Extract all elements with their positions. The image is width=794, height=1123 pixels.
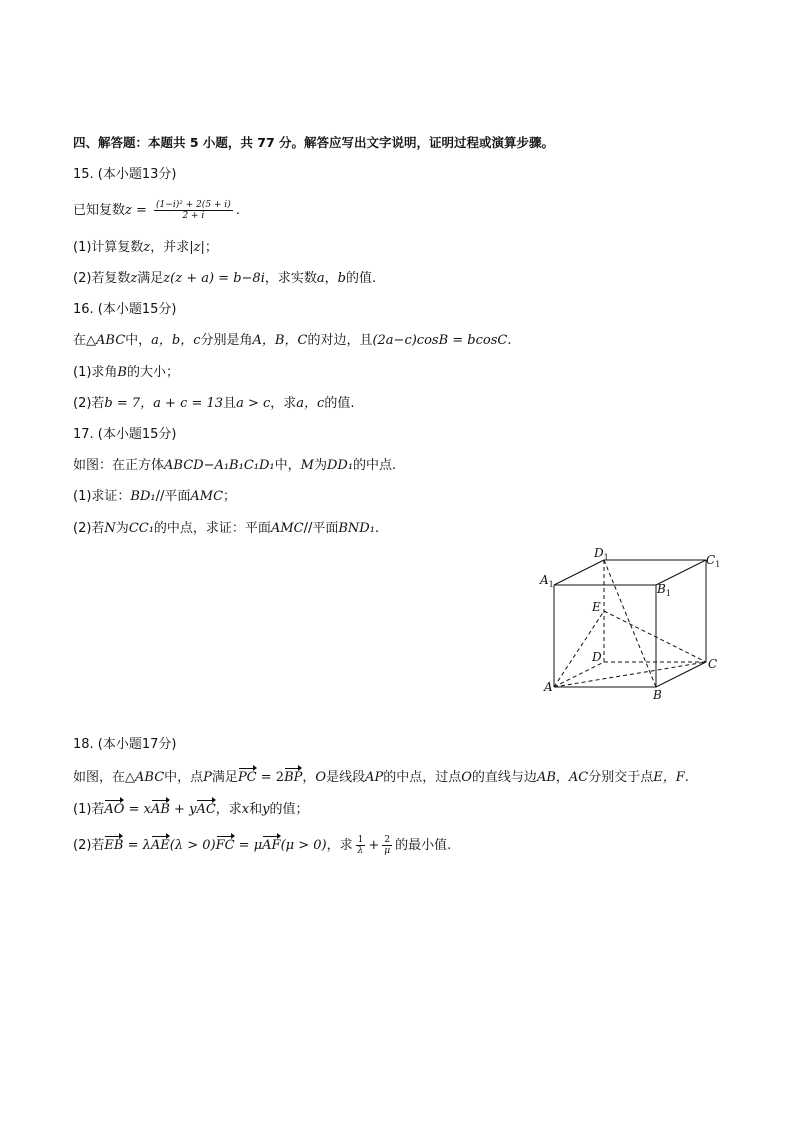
q18-vec-AB: AB: [151, 798, 170, 819]
q18-EF: E，F: [653, 770, 685, 785]
q17-p1-label: (1)求证：: [73, 489, 131, 504]
q18-stem-end: .: [684, 770, 689, 785]
cube-figure: [536, 540, 726, 710]
q15-p2-tail: ，求实数: [264, 271, 317, 286]
q16-stem-b: 中，: [125, 333, 152, 348]
section-header: 四、解答题：本题共 5 小题，共 77 分。解答应写出文字说明，证明过程或演算步骤。: [73, 135, 555, 150]
q18-p2-cond1: (λ > 0): [169, 838, 216, 853]
q15-stem-prefix: 已知复数: [73, 203, 126, 218]
q18-O: O: [315, 770, 327, 785]
q15-p2-end: 的值.: [345, 271, 377, 286]
q16-triangle: △ABC: [86, 333, 126, 348]
label-B: B: [653, 688, 662, 702]
q18-stem-g: 的直线与边: [471, 770, 537, 785]
q15-p1-end: ；: [204, 240, 218, 255]
q15-p1-var: z: [143, 240, 151, 255]
q15-title: 15. (本小题13分): [73, 167, 177, 182]
q17-p1-end: ；: [223, 489, 237, 504]
q15-frac-numerator: (1−i)² + 2(5 + i): [156, 200, 231, 210]
q18-stem: [73, 766, 689, 787]
label-C1: $C_1$: [706, 553, 721, 569]
q17-M: M: [300, 458, 314, 473]
q15-part2: [73, 270, 376, 288]
q16-p2-label: (2)若: [73, 396, 105, 411]
q18-stem-f: 的中点，过点: [383, 770, 462, 785]
label-C: C: [708, 657, 718, 671]
q15-p2-b: b: [337, 271, 346, 286]
q17-stem-end: 的中点.: [353, 458, 397, 473]
q18-p2-tail: ，求: [326, 838, 353, 853]
q16-part1: [73, 364, 179, 382]
q18-frac-2-mu: [382, 835, 392, 856]
q18-vec-FC: FC: [216, 834, 235, 855]
label-E: E: [592, 600, 601, 614]
q18-stem-b: 中，点: [164, 770, 204, 785]
q16-p1-end: 的大小；: [126, 365, 179, 380]
edge-AD-hidden: [554, 662, 604, 687]
q18-AP: AP: [365, 770, 384, 785]
q18-vec-AF: AF: [262, 834, 280, 855]
q18-frac1-num: 1: [357, 835, 364, 845]
q18-p1-and: 和: [249, 802, 263, 817]
q17-stem-c: 为: [313, 458, 327, 473]
q17-p2-N: N: [104, 521, 116, 536]
label-D: D: [592, 650, 602, 664]
q15-p2-comma: ，: [324, 271, 338, 286]
q17-p1-BD1: BD₁: [130, 489, 156, 504]
q18-stem-d: ，: [302, 770, 316, 785]
q17-p2-a: 为: [115, 521, 129, 536]
q18-triangle: △ABC: [125, 770, 165, 785]
q17-p2-label: (2)若: [73, 521, 105, 536]
q16-p2-end: 的值.: [324, 396, 355, 411]
q18-p1-end: 的值；: [269, 802, 309, 817]
q18-AB: AB: [536, 770, 556, 785]
q17-stem: [73, 457, 396, 475]
q18-part2: [73, 834, 451, 856]
q18-p1-label: (1)若: [73, 802, 105, 817]
q16-stem-end: .: [507, 333, 512, 348]
q17-p1-mid: //平面: [155, 489, 191, 504]
q18-title: 18. (本小题17分): [73, 737, 177, 752]
q18-stem-c: 满足: [211, 770, 238, 785]
q17-p2-end: .: [374, 521, 380, 536]
q18-part1: [73, 798, 309, 819]
q18-O2: O: [461, 770, 472, 785]
q18-stem-h: ，: [555, 770, 569, 785]
q17-p2-b: 的中点，求证：平面: [153, 521, 271, 536]
q15-p2-eq: z(z + a) = b−8i: [163, 271, 265, 286]
q15-p2-a: a: [316, 271, 325, 286]
q17-cube-name: ABCD−A₁B₁C₁D₁: [164, 458, 275, 473]
q16-p1-label: (1)求角: [73, 365, 118, 380]
q18-AC: AC: [568, 770, 589, 785]
q18-frac-1-lambda: [356, 835, 366, 856]
label-A1: $A_1$: [540, 573, 554, 589]
q16-p2-vars: a，c: [296, 396, 325, 411]
q18-vec-EB: EB: [104, 834, 123, 855]
q17-p2-CC1: CC₁: [128, 521, 154, 536]
q18-P: P: [203, 770, 212, 785]
q18-p2-eq1: = λ: [123, 838, 151, 853]
label-B1: $B_1$: [657, 582, 671, 598]
q15-stem-end: .: [235, 203, 240, 218]
q17-p1-AMC: AMC: [190, 489, 224, 504]
line-EC: [604, 611, 706, 662]
q15-frac-denominator: 2 + i: [182, 211, 205, 221]
q18-p2-cond2: (μ > 0): [280, 838, 327, 853]
label-A: A: [544, 680, 553, 694]
q18-frac2-num: 2: [382, 835, 392, 846]
q15-var-z: z: [125, 203, 132, 218]
q16-angles: A，B，C: [252, 333, 308, 348]
q16-equation: (2a−c)cosB = bcosC: [372, 333, 508, 348]
line-AC: [554, 662, 706, 687]
q15-p1-mid: ，并求: [150, 240, 190, 255]
q18-p1-tail: ，求: [215, 802, 242, 817]
q15-p1-label: (1)计算复数: [73, 240, 144, 255]
q17-part1: [73, 488, 236, 506]
q16-p2-and: 且: [223, 396, 237, 411]
q18-p1-eq: = x: [124, 802, 151, 817]
q16-p2-eq1: b = 7，a + c = 13: [104, 396, 224, 411]
q15-fraction: [154, 200, 233, 221]
q17-part2: [73, 520, 379, 538]
q16-part2: [73, 395, 354, 413]
q15-part1: [73, 239, 218, 257]
q15-eq-sign: =: [131, 203, 152, 218]
q18-p1-x: x: [241, 802, 250, 817]
q15-p2-mid: 满足: [137, 271, 164, 286]
q15-p1-abs: |z|: [189, 240, 205, 255]
q18-p2-plus: +: [368, 838, 380, 853]
q18-p2-label: (2)若: [73, 838, 105, 853]
q18-eq: = 2: [256, 770, 285, 785]
q16-title: 16. (本小题15分): [73, 302, 177, 317]
label-D1: $D_1$: [594, 546, 609, 562]
q16-stem-c: 分别是角: [200, 333, 253, 348]
q17-p2-c: //平面: [303, 521, 339, 536]
q16-p1-B: B: [117, 365, 127, 380]
q17-stem-b: 中，: [274, 458, 301, 473]
q18-p2-eq2: = μ: [234, 838, 263, 853]
q18-stem-i: 分别交于点: [588, 770, 654, 785]
q16-p2-eq2: a > c: [236, 396, 271, 411]
q16-sides: a，b，c: [151, 333, 201, 348]
q18-frac2-den: μ: [384, 846, 391, 856]
q18-p2-end: 的最小值.: [395, 838, 452, 853]
q18-stem-e: 是线段: [326, 770, 366, 785]
q15-stem: [73, 200, 240, 221]
q17-p2-AMC: AMC: [270, 521, 304, 536]
q18-vec-AO: AO: [104, 798, 124, 819]
q17-p2-BND1: BND₁: [338, 521, 375, 536]
q18-vec-PC: PC: [238, 766, 257, 787]
q16-stem: [73, 332, 511, 350]
q15-p2-var: z: [130, 271, 138, 286]
q18-p1-plus: + y: [169, 802, 197, 817]
q17-stem-a: 如图：在正方体: [73, 458, 165, 473]
q17-title: 17. (本小题15分): [73, 427, 177, 442]
q18-vec-BP: BP: [284, 766, 302, 787]
q17-DD1: DD₁: [326, 458, 354, 473]
q18-vec-AE: AE: [151, 834, 170, 855]
q18-stem-a: 如图，在: [73, 770, 126, 785]
q15-p2-label: (2)若复数: [73, 271, 131, 286]
line-AE: [554, 611, 604, 687]
q16-p2-tail: ，求: [270, 396, 297, 411]
q18-vec-AC: AC: [196, 798, 215, 819]
q18-p1-y: y: [262, 802, 270, 817]
q16-stem-d: 的对边，且: [307, 333, 373, 348]
q16-stem-a: 在: [73, 333, 87, 348]
edge-A1D1: [554, 560, 604, 585]
q18-frac1-den: λ: [357, 846, 364, 856]
